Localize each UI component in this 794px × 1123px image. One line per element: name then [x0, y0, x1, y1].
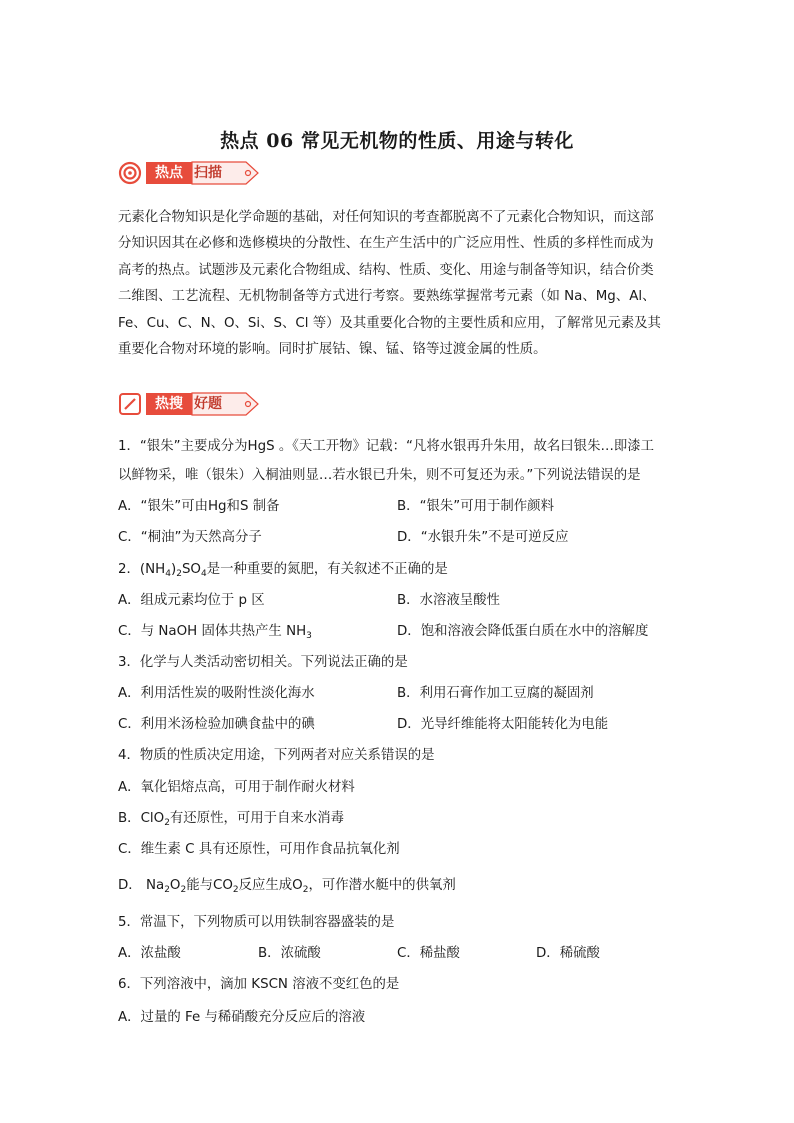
question-6-stem: 6．下列溶液中，滴加 KSCN 溶液不变红色的是	[118, 977, 400, 992]
intro-line: 分知识因其在必修和选修模块的分散性、在生产生活中的广泛应用性、性质的多样性而成为	[118, 236, 654, 252]
option-5c: C．稀盐酸	[397, 946, 460, 961]
option-3d: D．光导纤维能将太阳能转化为电能	[397, 717, 609, 732]
hot-search-banner	[118, 391, 268, 417]
intro-line: 二维图、工艺流程、无机物制备等方式进行考察。要熟练掌握常考元素（如 Na、Mg、Al、	[118, 289, 656, 305]
option-2c: C．与 NaOH 固体共热产生 $NH_3$	[118, 624, 312, 641]
page-title: 热点 06 常见无机物的性质、用途与转化	[220, 130, 574, 152]
banner-label-good: 好题	[194, 396, 222, 412]
option-5b: B．浓硫酸	[258, 946, 321, 961]
option-4d: D． $Na_2O_2$能与$CO_2$反应生成$O_2$，可作潜水艇中的供氧剂	[118, 878, 456, 895]
question-5-stem: 5．常温下，下列物质可以用铁制容器盛装的是	[118, 915, 395, 930]
question-2-stem: 2．$(NH_4)_2SO_4$是一种重要的氮肥，有关叙述不正确的是	[118, 562, 448, 579]
intro-paragraph	[118, 205, 680, 363]
banner-label-hot: 热点	[155, 165, 183, 181]
option-5a: A．浓盐酸	[118, 946, 181, 961]
option-2a: A．组成元素均位于 p 区	[118, 593, 265, 608]
intro-line: 高考的热点。试题涉及元素化合物组成、结构、性质、变化、用途与制备等知识，结合价类	[118, 262, 654, 278]
option-6a: A．过量的 Fe 与稀硝酸充分反应后的溶液	[118, 1010, 366, 1025]
option-1c: C．“桐油”为天然高分子	[118, 530, 262, 545]
question-4-stem: 4．物质的性质决定用途，下列两者对应关系错误的是	[118, 748, 435, 763]
option-5d: D．稀硫酸	[536, 946, 600, 961]
question-3-stem: 3．化学与人类活动密切相关。下列说法正确的是	[118, 655, 408, 670]
option-1b: B．“银朱”可用于制作颜料	[397, 499, 554, 514]
option-4c: C．维生素 C 具有还原性，可用作食品抗氧化剂	[118, 842, 400, 857]
intro-line: Fe、Cu、C、N、O、Si、S、Cl 等）及其重要化合物的主要性质和应用，了解常见元素及其	[118, 315, 661, 331]
option-4a: A．氧化铝熔点高，可用于制作耐火材料	[118, 780, 355, 795]
question-1-line-1: 1．“银朱”主要成分为HgS 。《天工开物》记载：“凡将水银再升朱用，故名曰银朱…即漆工	[118, 439, 655, 454]
option-3a: A．利用活性炭的吸附性淡化海水	[118, 686, 315, 701]
option-4b: B．ClO$_2$有还原性，可用于自来水消毒	[118, 811, 344, 828]
banner-label-scan: 扫描	[194, 165, 222, 181]
option-1d: D．“水银升朱”不是可逆反应	[397, 530, 569, 545]
option-2d: D．饱和溶液会降低蛋白质在水中的溶解度	[397, 624, 649, 639]
option-3b: B．利用石膏作加工豆腐的凝固剂	[397, 686, 594, 701]
question-1-line-2: 以鲜物采，唯（银朱）入桐油则显…若水银已升朱，则不可复还为汞。”下列说法错误的是	[118, 468, 641, 483]
banner-label-search: 热搜	[155, 396, 183, 412]
hot-scan-banner	[118, 160, 268, 186]
option-1a: A．“银朱”可由Hg和S 制备	[118, 499, 280, 514]
option-3c: C．利用米汤检验加碘食盐中的碘	[118, 717, 315, 732]
option-2b: B．水溶液呈酸性	[397, 593, 500, 608]
intro-line: 元素化合物知识是化学命题的基础，对任何知识的考查都脱离不了元素化合物知识，而这部	[118, 210, 654, 225]
intro-line: 重要化合物对环境的影响。同时扩展钴、镍、锰、铬等过渡金属的性质。	[118, 342, 547, 358]
